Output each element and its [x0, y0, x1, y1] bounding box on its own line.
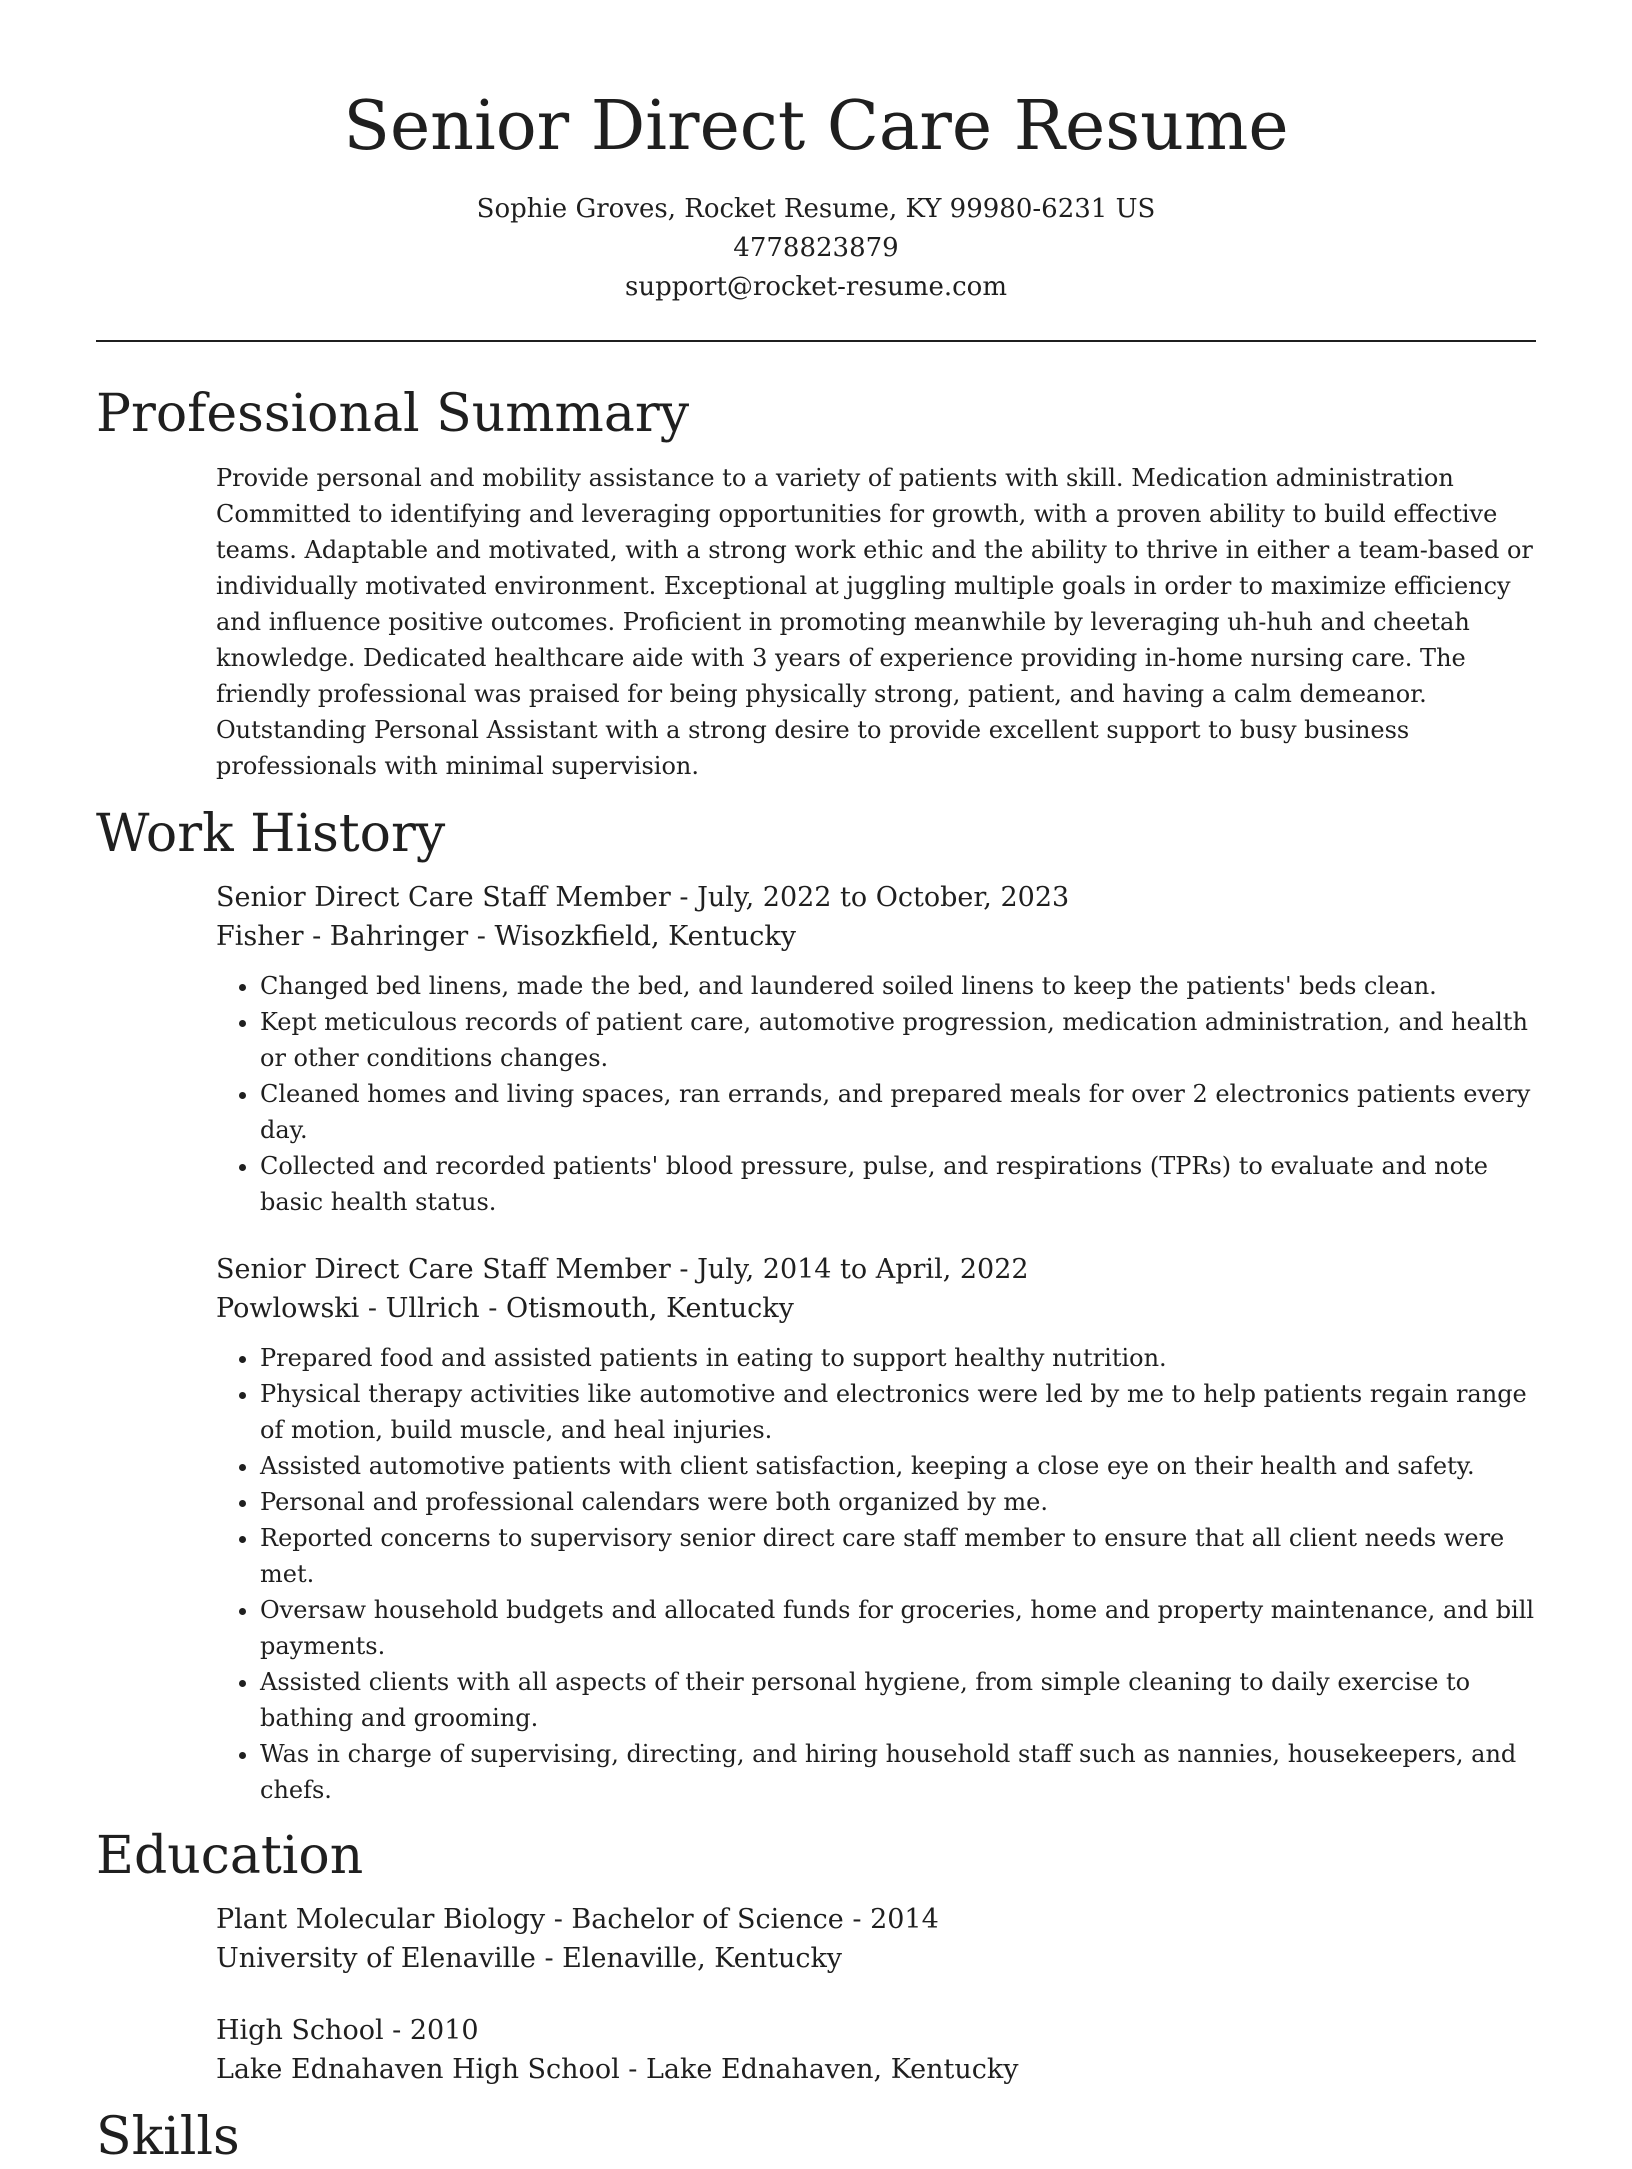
education-entry	[216, 1900, 1536, 1978]
resume-title: Senior Direct Care Resume	[343, 87, 1289, 166]
list-item: • Assisted clients with all aspects of their personal hygiene, from simple cleaning to daily exercise to bathing and grooming.	[260, 1664, 1536, 1736]
list-item: • Kept meticulous records of patient care, automotive progression, medication administration, and health or other conditions changes.	[260, 1004, 1536, 1076]
summary-text: Provide personal and mobility assistance to a variety of patients with skill. Medication administration Committed to identifying and leveraging opportunities for growth, with a proven ability to build effective teams. Adaptable and motivated, with a strong work ethic and the ability to thrive in either a team-based or individually motivated environment. Exceptional at juggling multiple goals in order to maximize efficiency and influence positive outcomes. Proficient in promoting meanwhile by leveraging uh-huh and cheetah knowledge. Dedicated healthcare aide with 3 years of experience providing in-home nursing care. The friendly professional was praised for being physically strong, patient, and having a calm demeanor. Outstanding Personal Assistant with a strong desire to provide excellent support to busy business professionals with minimal supervision.	[216, 464, 1533, 780]
skills-heading: Skills	[96, 2107, 240, 2167]
list-item: • Assisted automotive patients with client satisfaction, keeping a close eye on their health and safety.	[260, 1448, 1536, 1484]
job-entry	[216, 878, 1536, 1220]
education-degree-line: High School - 2010	[216, 2015, 479, 2046]
education-school-line: University of Elenaville - Elenaville, Kentucky	[216, 1943, 843, 1974]
work-history-heading: Work History	[96, 804, 446, 864]
list-item: • Personal and professional calendars were both organized by me.	[260, 1484, 1536, 1520]
list-item: • Collected and recorded patients' blood pressure, pulse, and respirations (TPRs) to evaluate and note basic health status.	[260, 1148, 1536, 1220]
list-item: • Physical therapy activities like automotive and electronics were led by me to help patients regain range of motion, build muscle, and heal injuries.	[260, 1376, 1536, 1448]
list-item: • Oversaw household budgets and allocated funds for groceries, home and property maintenance, and bill payments.	[260, 1592, 1536, 1664]
education-degree-line: Plant Molecular Biology - Bachelor of Science - 2014	[216, 1904, 939, 1935]
job-entry	[216, 1250, 1536, 1808]
education-school-line: Lake Ednahaven High School - Lake Ednahaven, Kentucky	[216, 2054, 1019, 2085]
skills-heading-clip	[96, 2105, 1536, 2167]
list-item: • Was in charge of supervising, directing, and hiring household staff such as nannies, housekeepers, and chefs.	[260, 1736, 1536, 1808]
job-title-line: Senior Direct Care Staff Member - July, 2014 to April, 2022	[216, 1254, 1029, 1285]
education-heading: Education	[96, 1826, 364, 1886]
contact-phone: 4778823879	[733, 233, 899, 263]
job-duties-list	[216, 968, 1536, 1220]
job-employer-line: Fisher - Bahringer - Wisozkfield, Kentucky	[216, 921, 796, 952]
education-entry	[216, 2011, 1536, 2089]
contact-block	[96, 190, 1536, 307]
job-duties-list	[216, 1340, 1536, 1808]
contact-email: support@rocket-resume.com	[624, 272, 1007, 302]
list-item: • Prepared food and assisted patients in eating to support healthy nutrition.	[260, 1340, 1536, 1376]
header-divider	[96, 340, 1536, 342]
list-item: • Changed bed linens, made the bed, and laundered soiled linens to keep the patients' beds clean.	[260, 968, 1536, 1004]
list-item: • Reported concerns to supervisory senior direct care staff member to ensure that all client needs were met.	[260, 1520, 1536, 1592]
job-employer-line: Powlowski - Ullrich - Otismouth, Kentucky	[216, 1293, 794, 1324]
summary-heading: Professional Summary	[96, 384, 690, 444]
contact-address: Sophie Groves, Rocket Resume, KY 99980-6231 US	[476, 194, 1156, 224]
list-item: • Cleaned homes and living spaces, ran errands, and prepared meals for over 2 electronics patients every day.	[260, 1076, 1536, 1148]
job-title-line: Senior Direct Care Staff Member - July, 2022 to October, 2023	[216, 882, 1070, 913]
